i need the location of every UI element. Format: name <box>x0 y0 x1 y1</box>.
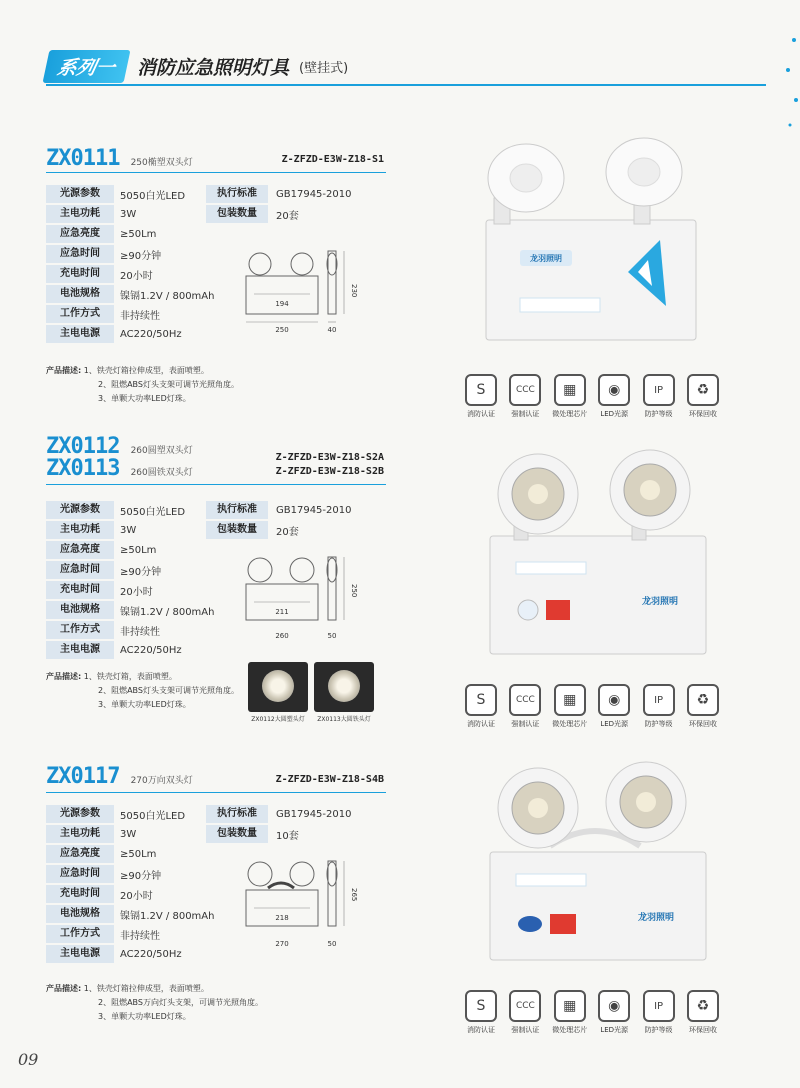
model-code: Z-ZFZD-E3W-Z18-S4B <box>275 774 384 785</box>
label-charge-time: 充电时间 <box>46 581 114 599</box>
desc-line: 3、单颗大功率LED灯珠。 <box>98 700 191 709</box>
product-photo-2 <box>480 444 710 664</box>
label-emergency-time: 应急时间 <box>46 245 114 263</box>
product-photo-3 <box>480 756 710 966</box>
page-subtitle: (壁挂式) <box>299 61 349 76</box>
product-description-2 <box>46 670 239 712</box>
desc-line: 2、阻燃ABS万向灯头支架，可调节光照角度。 <box>98 998 263 1007</box>
value-light-source: 5050白光LED <box>120 506 186 518</box>
desc-label: 产品描述: <box>46 672 82 681</box>
model-divider <box>46 172 386 173</box>
model-number: ZX0112 <box>46 434 120 459</box>
label-battery: 电池规格 <box>46 285 114 303</box>
value-emergency-time: ≥90分钟 <box>120 566 162 578</box>
desc-line: 3、单颗大功率LED灯珠。 <box>98 394 191 403</box>
dimension-drawing-2 <box>240 552 360 642</box>
value-main-power: AC220/50Hz <box>120 948 182 960</box>
cert-icons-2 <box>462 684 722 729</box>
label-brightness: 应急亮度 <box>46 845 114 863</box>
label-work-mode: 工作方式 <box>46 621 114 639</box>
value-brightness: ≥50Lm <box>120 228 157 240</box>
ccc-cert-icon: CCC 强制认证 <box>506 990 544 1035</box>
ip-rating-icon: IP 防护等级 <box>640 990 678 1035</box>
desc-line: 2、阻燃ABS灯头支架可调节光照角度。 <box>98 380 239 389</box>
value-work-mode: 非持续性 <box>120 626 160 638</box>
value-main-power: AC220/50Hz <box>120 644 182 656</box>
brand-logo-text: 龙羽照明 <box>530 254 562 263</box>
value-brightness: ≥50Lm <box>120 848 157 860</box>
label-work-mode: 工作方式 <box>46 305 114 323</box>
label-packing: 包装数量 <box>206 825 268 843</box>
model-description: 270万向双头灯 <box>130 776 193 786</box>
thumbnail-zx0112: ZX0112大圆塑头灯 <box>248 662 308 723</box>
model-number: ZX0111 <box>46 146 120 171</box>
value-charge-time: 20小时 <box>120 586 153 598</box>
dim-width: 260 <box>275 632 289 640</box>
label-light-source: 光源参数 <box>46 805 114 823</box>
label-light-source: 光源参数 <box>46 185 114 203</box>
label-brightness: 应急亮度 <box>46 225 114 243</box>
value-brightness: ≥50Lm <box>120 544 157 556</box>
page-number: 09 <box>18 1050 39 1069</box>
label-main-power: 主电电源 <box>46 945 114 963</box>
brand-logo-text: 龙羽照明 <box>637 913 675 923</box>
ccc-cert-icon: CCC 强制认证 <box>506 684 544 729</box>
fire-cert-icon: S 消防认证 <box>462 990 500 1035</box>
label-standard: 执行标准 <box>206 501 268 519</box>
value-packing: 20套 <box>276 210 299 222</box>
label-packing: 包装数量 <box>206 521 268 539</box>
label-main-power: 主电电源 <box>46 325 114 343</box>
model-code: Z-ZFZD-E3W-Z18-S2A <box>275 452 384 463</box>
ip-rating-icon: IP 防护等级 <box>640 374 678 419</box>
label-standard: 执行标准 <box>206 185 268 203</box>
desc-label: 产品描述: <box>46 366 82 375</box>
dim-width: 270 <box>275 940 289 948</box>
label-standard: 执行标准 <box>206 805 268 823</box>
decorative-dots <box>760 0 800 140</box>
value-packing: 20套 <box>276 526 299 538</box>
value-standard: GB17945-2010 <box>276 188 352 200</box>
dim-inner: 218 <box>275 914 289 922</box>
series-tag: 系列一 <box>42 50 130 83</box>
chip-icon: ▦ 微处理芯片 <box>551 374 589 419</box>
value-packing: 10套 <box>276 830 299 842</box>
model-description: 260圆铁双头灯 <box>130 468 193 478</box>
recycle-icon: ♻ 环保回收 <box>684 374 722 419</box>
value-charge-time: 20小时 <box>120 890 153 902</box>
ccc-cert-icon: CCC 强制认证 <box>506 374 544 419</box>
product-description-3 <box>46 982 263 1024</box>
model-divider <box>46 792 386 793</box>
value-battery: 镍镉1.2V / 800mAh <box>120 910 215 922</box>
product-description-1 <box>46 364 239 406</box>
dimension-drawing-3 <box>240 856 360 952</box>
header-divider <box>46 84 766 86</box>
desc-line: 2、阻燃ABS灯头支架可调节光照角度。 <box>98 686 239 695</box>
brand-logo-text: 龙羽照明 <box>641 597 679 607</box>
page-header <box>46 50 348 83</box>
label-light-source: 光源参数 <box>46 501 114 519</box>
page-title: 消防应急照明灯具 <box>137 57 290 79</box>
label-power: 主电功耗 <box>46 205 114 223</box>
desc-line: 1、铁壳灯箱拉伸成型，表面喷塑。 <box>83 366 209 375</box>
led-icon: ◉ LED光源 <box>595 990 633 1035</box>
chip-icon: ▦ 微处理芯片 <box>551 684 589 729</box>
chip-icon: ▦ 微处理芯片 <box>551 990 589 1035</box>
thumbnail-zx0113: ZX0113大圆铁头灯 <box>314 662 374 723</box>
model-code: Z-ZFZD-E3W-Z18-S2B <box>275 466 384 477</box>
model-number: ZX0113 <box>46 456 120 481</box>
desc-line: 3、单颗大功率LED灯珠。 <box>98 1012 191 1021</box>
value-standard: GB17945-2010 <box>276 808 352 820</box>
fire-cert-icon: S 消防认证 <box>462 684 500 729</box>
cert-icons-1 <box>462 374 722 419</box>
value-light-source: 5050白光LED <box>120 190 186 202</box>
model-code: Z-ZFZD-E3W-Z18-S1 <box>281 154 384 165</box>
dim-depth: 50 <box>327 632 337 640</box>
label-charge-time: 充电时间 <box>46 885 114 903</box>
value-main-power: AC220/50Hz <box>120 328 182 340</box>
model-description: 260圆塑双头灯 <box>130 446 193 456</box>
led-icon: ◉ LED光源 <box>595 684 633 729</box>
product-photo-1 <box>470 130 710 350</box>
fire-cert-icon: S 消防认证 <box>462 374 500 419</box>
label-battery: 电池规格 <box>46 601 114 619</box>
dim-width: 250 <box>275 326 289 334</box>
value-power: 3W <box>120 828 137 840</box>
value-battery: 镍镉1.2V / 800mAh <box>120 606 215 618</box>
label-emergency-time: 应急时间 <box>46 561 114 579</box>
dim-depth: 50 <box>327 940 337 948</box>
value-standard: GB17945-2010 <box>276 504 352 516</box>
recycle-icon: ♻ 环保回收 <box>684 990 722 1035</box>
value-emergency-time: ≥90分钟 <box>120 870 162 882</box>
led-icon: ◉ LED光源 <box>595 374 633 419</box>
desc-line: 1、铁壳灯箱拉伸成型，表面喷塑。 <box>83 984 209 993</box>
label-emergency-time: 应急时间 <box>46 865 114 883</box>
ip-rating-icon: IP 防护等级 <box>640 684 678 729</box>
value-emergency-time: ≥90分钟 <box>120 250 162 262</box>
label-work-mode: 工作方式 <box>46 925 114 943</box>
value-power: 3W <box>120 208 137 220</box>
dim-inner: 211 <box>275 608 289 616</box>
label-brightness: 应急亮度 <box>46 541 114 559</box>
dim-height: 250 <box>350 584 358 598</box>
cert-icons-3 <box>462 990 722 1035</box>
value-charge-time: 20小时 <box>120 270 153 282</box>
dim-inner: 194 <box>275 300 289 308</box>
recycle-icon: ♻ 环保回收 <box>684 684 722 729</box>
dim-height: 230 <box>350 284 358 298</box>
dim-height: 265 <box>350 888 358 902</box>
label-packing: 包装数量 <box>206 205 268 223</box>
label-main-power: 主电电源 <box>46 641 114 659</box>
value-power: 3W <box>120 524 137 536</box>
value-battery: 镍镉1.2V / 800mAh <box>120 290 215 302</box>
label-power: 主电功耗 <box>46 521 114 539</box>
model-number: ZX0117 <box>46 764 120 789</box>
dim-depth: 40 <box>327 326 337 334</box>
model-divider <box>46 484 386 485</box>
variant-thumbnails <box>248 662 374 723</box>
desc-line: 1、铁壳灯箱，表面喷塑。 <box>83 672 177 681</box>
model-description: 250椭塑双头灯 <box>130 158 193 168</box>
label-charge-time: 充电时间 <box>46 265 114 283</box>
label-battery: 电池规格 <box>46 905 114 923</box>
value-light-source: 5050白光LED <box>120 810 186 822</box>
value-work-mode: 非持续性 <box>120 930 160 942</box>
dimension-drawing-1 <box>240 246 360 336</box>
label-power: 主电功耗 <box>46 825 114 843</box>
value-work-mode: 非持续性 <box>120 310 160 322</box>
desc-label: 产品描述: <box>46 984 82 993</box>
